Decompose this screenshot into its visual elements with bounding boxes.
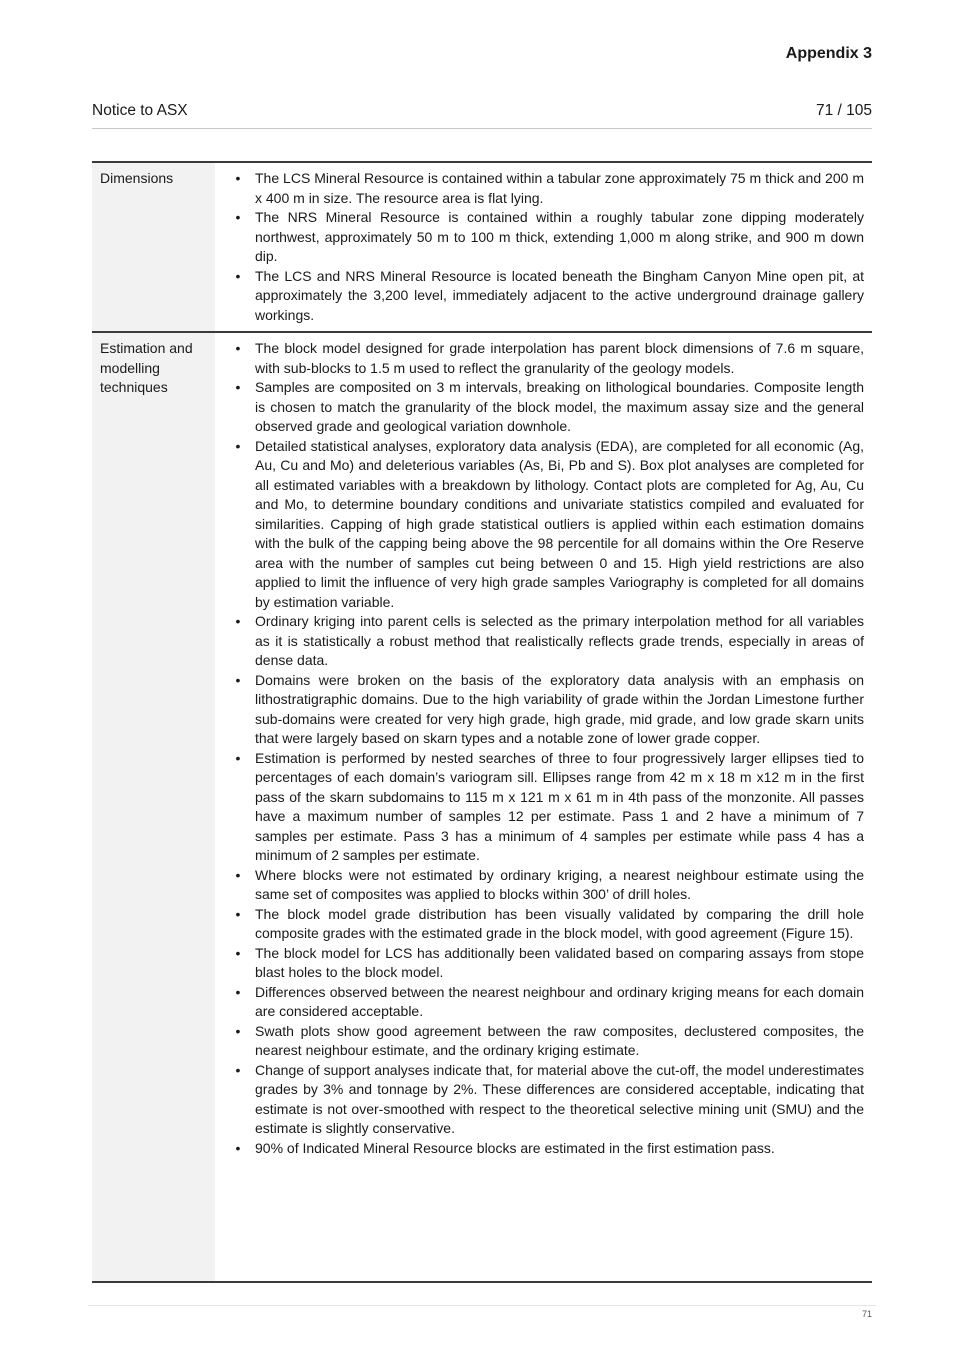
bullet-text: Ordinary kriging into parent cells is selected as the primary interpolation method for all variables as it is statistically a robust method that realistically reflects grade trends, especially in areas of dense data. <box>255 613 864 668</box>
bullet-text: The NRS Mineral Resource is contained within a roughly tabular zone dipping moderately northwest, approximately 50 m to 100 m thick, extending 1,000 m along strike, and 900 m down dip. <box>255 209 864 264</box>
bullet-icon: • <box>235 209 241 225</box>
bullet-text: Differences observed between the nearest neighbour and ordinary kriging means for each domain are considered acceptable. <box>255 983 864 1019</box>
footer-divider <box>88 1305 876 1306</box>
bullet-icon: • <box>235 671 241 688</box>
bullet-text: Domains were broken on the basis of the exploratory data analysis with an emphasis on lithostratigraphic domains. Due to the high variability of grade within the Jordan Limestone further sub-domains were created for very high grade, high grade, mid grade, and low grade skarn units that were largely based on skarn types and a notable zone of lower grade copper. <box>255 671 864 746</box>
appendix-label: Appendix 3 <box>785 45 872 62</box>
bullet-text: The block model grade distribution has been visually validated by comparing the drill hole composite grades with the estimated grade in the block model, with good agreement (Figure 15). <box>255 905 864 941</box>
table-row <box>92 332 872 1282</box>
header-title: Notice to ASX <box>92 102 188 119</box>
bullet-text: Detailed statistical analyses, exploratory data analysis (EDA), are completed for all economic (Ag, Au, Cu and Mo) and deleterious variables (As, Bi, Pb and S). Box plot analyses are completed for all estimated variables with a breakdown by lithology. Contact plots are completed for Ag, Au, Cu and Mo, to determine boundary conditions and univariate statistics compiled and evaluated for similarities. Capping of high grade statistical outliers is applied within each estimation domains with the bulk of the capping being above the 98 percentile for all domains within the Ore Reserve area with the number of samples cut being between 0 and 15. High yield restrictions are also applied to limit the influence of very high grade samples Variography is completed for all domains by estimation variable. <box>255 437 864 610</box>
bullet-text: Samples are composited on 3 m intervals, breaking on lithological boundaries. Composite length is chosen to match the granularity of the block model, the maximum assay size and the general observed grade and geological variation downhole. <box>255 379 864 434</box>
list-item <box>225 339 864 378</box>
list-item <box>225 671 864 749</box>
bullet-text: Swath plots show good agreement between the raw composites, declustered composites, the nearest neighbour estimate, and the ordinary kriging estimate. <box>255 1022 864 1058</box>
page-number: 71 <box>861 1309 872 1319</box>
list-item <box>225 1139 864 1159</box>
list-item <box>225 612 864 671</box>
list-item <box>225 378 864 437</box>
bullet-icon: • <box>235 170 241 186</box>
list-item <box>225 749 864 866</box>
bullet-text: Change of support analyses indicate that, for material above the cut-off, the model underestimates grades by 3% and tonnage by 2%. These differences are considered acceptable, indicating that estimate is not over-smoothed with respect to the theoretical selective mining unit (SMU) and the estimate is slightly conservative. <box>255 1061 864 1136</box>
bullet-icon: • <box>235 267 241 284</box>
page-header <box>92 102 872 129</box>
bullet-text: The LCS Mineral Resource is contained within a tabular zone approximately 75 m thick and 200 m x 400 m in size. The resource area is flat lying. <box>255 170 864 206</box>
criteria-label: Dimensions <box>92 162 215 332</box>
bullet-list <box>225 339 864 1158</box>
table-row <box>92 162 872 332</box>
bullet-text: The block model designed for grade interpolation has parent block dimensions of 7.6 m square, with sub-blocks to 1.5 m used to reflect the granularity of the geology models. <box>255 340 864 376</box>
criteria-label: Estimation and modelling techniques <box>92 332 215 1282</box>
list-item <box>225 983 864 1022</box>
criteria-table <box>92 161 872 1283</box>
list-item <box>225 944 864 983</box>
list-item <box>225 437 864 613</box>
list-item <box>225 169 864 208</box>
bullet-list <box>225 169 864 325</box>
list-item <box>225 1022 864 1061</box>
bullet-icon: • <box>235 1061 241 1078</box>
bullet-icon: • <box>235 944 241 961</box>
bullet-text: The LCS and NRS Mineral Resource is located beneath the Bingham Canyon Mine open pit, at approximately the 3,200 level, immediately adjacent to the active underground drainage gallery workings. <box>255 267 864 323</box>
bullet-icon: • <box>235 905 241 922</box>
list-item <box>225 866 864 905</box>
bullet-icon: • <box>235 613 241 629</box>
bullet-icon: • <box>235 1022 241 1039</box>
bullet-icon: • <box>235 983 241 1000</box>
list-item <box>225 208 864 267</box>
bullet-icon: • <box>235 1139 241 1156</box>
bullet-text: 90% of Indicated Mineral Resource blocks are estimated in the first estimation pass. <box>255 1139 775 1156</box>
bullet-icon: • <box>235 379 241 395</box>
list-item <box>225 905 864 944</box>
criteria-commentary <box>215 162 872 332</box>
bullet-icon: • <box>235 749 241 766</box>
bullet-text: Where blocks were not estimated by ordinary kriging, a nearest neighbour estimate using the same set of composites was applied to blocks within 300’ of drill holes. <box>255 866 864 902</box>
list-item <box>225 1061 864 1139</box>
bullet-text: Estimation is performed by nested searches of three to four progressively larger ellipses tied to percentages of each domain’s variogram sill. Ellipses range from 42 m x 18 m x12 m in the first pass of the skarn subdomains to 115 m x 121 m x 61 m in 4th pass of the monzonite. All passes have a maximum number of samples 12 per estimate. Pass 1 and 2 have a minimum of 7 samples per estimate. Pass 3 has a minimum of 4 samples per estimate while pass 4 has a minimum of 2 samples per estimate. <box>255 749 864 863</box>
bullet-icon: • <box>235 340 241 356</box>
bullet-icon: • <box>235 866 241 883</box>
list-item <box>225 267 864 326</box>
criteria-commentary <box>215 332 872 1282</box>
header-page-count: 71 / 105 <box>815 102 872 119</box>
bullet-text: The block model for LCS has additionally been validated based on comparing assays from stope blast holes to the block model. <box>255 944 864 980</box>
bullet-icon: • <box>235 437 241 454</box>
